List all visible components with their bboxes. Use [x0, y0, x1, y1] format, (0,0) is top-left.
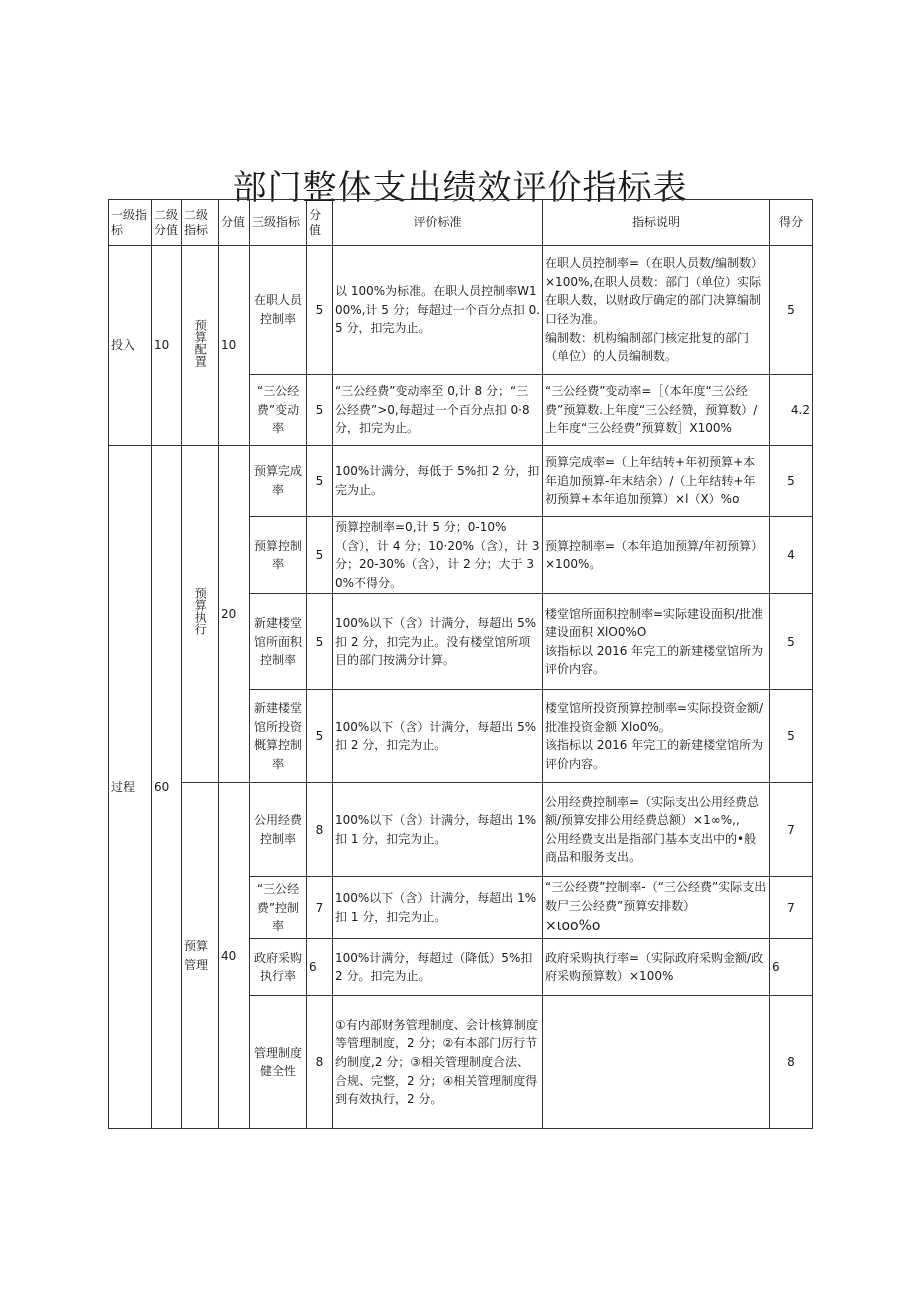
- row-points: 5: [307, 594, 333, 690]
- row-name: 管理制度健全性: [250, 996, 307, 1129]
- row-standard: 100%计满分，每低于 5%扣 2 分，扣完为止。: [333, 446, 543, 517]
- row-explanation: [543, 446, 770, 517]
- row-standard: 100%以下（含）计满分，每超出 5%扣 2 分，扣完为止。: [333, 690, 543, 783]
- header-score: 得分: [770, 200, 813, 246]
- row-standard: 100%以下（含）计满分，每超出 1%扣 1 分，扣完为止。: [333, 783, 543, 877]
- indicator-table: [108, 199, 813, 1129]
- level2-budget-management-score: 40: [219, 783, 250, 1129]
- explanation-line: “三公经费”变动率=［（本年度“三公经费”预算数.上年度“三公经赞，预算数）/上年度“三公经费”预算数］X100%: [545, 384, 758, 436]
- table-row: [109, 783, 813, 877]
- level2-budget-allocation-score: 10: [219, 246, 250, 446]
- row-explanation: [543, 517, 770, 594]
- row-score: 5: [770, 594, 813, 690]
- header-level3-score: 分值: [307, 200, 333, 246]
- level1-input-score: 10: [152, 246, 182, 446]
- row-standard: 100%以下（含）计满分，每超出 5%扣 2 分，扣完为止。没有楼堂馆所项目的部门按满分计算。: [333, 594, 543, 690]
- explanation-line: “三公经费”控制率-（“三公经费”实际支出数尸三公经费”预算安排数）: [545, 880, 767, 913]
- row-explanation: [543, 783, 770, 877]
- row-score: 4.2: [770, 375, 813, 446]
- explanation-line: 编制数：机构编制部门核定批复的部门（单位）的人员编制数。: [545, 330, 750, 364]
- row-name: “三公经费”控制率: [250, 877, 307, 939]
- page-title: 部门整体支出绩效评价指标表: [232, 168, 688, 208]
- row-name: 预算完成率: [250, 446, 307, 517]
- row-name: 预算控制率: [250, 517, 307, 594]
- row-standard: 以 100%为标准。在职人员控制率W100%,计 5 分；每超过一个百分点扣 0.5 分，扣完为止。: [333, 246, 543, 375]
- header-level3: 三级指标: [250, 200, 307, 246]
- header-level1: 一级指标: [109, 200, 152, 246]
- explanation-line: 公用经费支出是指部门基本支出中的•般商品和服务支出。: [545, 831, 757, 865]
- row-score: 7: [770, 783, 813, 877]
- level2-budget-allocation: 预算配置: [182, 246, 219, 446]
- row-name: 政府采购执行率: [250, 939, 307, 996]
- row-name: 公用经费控制率: [250, 783, 307, 877]
- row-standard: 预算控制率=0,计 5 分；0-10%（含），计 4 分；10·20%（含），计 3 分；20-30%（含），计 2 分；大于 30%不得分。: [333, 517, 543, 594]
- row-explanation: [543, 996, 770, 1129]
- explanation-line: 预算完成率=（上年结转+年初预算+本年追加预算-年末结余）/（上年结转+年初预算+本年追加预算）×l（X）%o: [545, 455, 756, 507]
- row-explanation: [543, 939, 770, 996]
- row-name: 新建楼堂馆所投资概算控制率: [250, 690, 307, 783]
- row-score: 7: [770, 877, 813, 939]
- row-score: 5: [770, 246, 813, 375]
- row-score: 5: [770, 690, 813, 783]
- header-level2: 二级指标: [182, 200, 219, 246]
- explanation-line: 该指标以 2016 年完工的新建楼堂馆所为评价内容。: [545, 643, 764, 677]
- header-row: [109, 200, 813, 246]
- row-name: 在职人员控制率: [250, 246, 307, 375]
- row-name: “三公经费”变动率: [250, 375, 307, 446]
- row-score: 4: [770, 517, 813, 594]
- row-points: 5: [307, 517, 333, 594]
- level1-process-score: 60: [152, 446, 182, 1129]
- row-explanation: [543, 246, 770, 375]
- explanation-line: 该指标以 2016 年完工的新建楼堂馆所为评价内容。: [545, 738, 764, 771]
- header-level1-score: 二级分值: [152, 200, 182, 246]
- row-score: 5: [770, 446, 813, 517]
- row-explanation: [543, 877, 770, 939]
- level2-budget-execution: 预算执行: [182, 446, 219, 783]
- explanation-line: 楼堂馆所面积控制率=实际建设面积/批准建设面积 XlO0%O: [545, 606, 764, 640]
- header-standard: 评价标准: [333, 200, 543, 246]
- row-points: 7: [307, 877, 333, 939]
- row-score: 6: [770, 939, 813, 996]
- level1-input: 投入: [109, 246, 152, 446]
- row-standard: 100%以下（含）计满分，每超出 1%扣 1 分，扣完为止。: [333, 877, 543, 939]
- row-points: 8: [307, 783, 333, 877]
- row-explanation: [543, 690, 770, 783]
- table-row: [109, 446, 813, 517]
- explanation-line: ×ιoo%o: [545, 917, 601, 934]
- explanation-line: 公用经费控制率=（实际支出公用经费总额/预算安排公用经费总额）×1∞%,,: [545, 794, 760, 828]
- row-points: 5: [307, 375, 333, 446]
- header-level2-score: 分值: [219, 200, 250, 246]
- header-explanation: 指标说明: [543, 200, 770, 246]
- row-explanation: [543, 375, 770, 446]
- row-name: 新建楼堂馆所面积控制率: [250, 594, 307, 690]
- explanation-line: 楼堂馆所投资预算控制率=实际投资金额/批准投资金额 Xlo0%。: [545, 701, 764, 734]
- row-points: 6: [307, 939, 333, 996]
- explanation-line: 预算控制率=（本年追加预算/年初预算）×100%。: [545, 538, 764, 572]
- row-standard: ①有内部财务管理制度、会计核算制度等管理制度，2 分；②有本部门厉行节约制度,2 分；③相关管理制度合法、合规、完整，2 分；④相关管理制度得到有效执行，2 分。: [333, 996, 543, 1129]
- row-explanation: [543, 594, 770, 690]
- table-row: [109, 246, 813, 375]
- row-score: 8: [770, 996, 813, 1129]
- row-standard: “三公经费”变动率至 0,计 8 分；“三公经费”>0,每超过一个百分点扣 0·8 分，扣完为止。: [333, 375, 543, 446]
- level1-process: 过程: [109, 446, 152, 1129]
- row-points: 5: [307, 246, 333, 375]
- explanation-line: 政府采购执行率=（实际政府采购金额/政府采购预算数）×100%: [545, 950, 764, 984]
- level2-budget-execution-score: 20: [219, 446, 250, 783]
- row-points: 5: [307, 690, 333, 783]
- row-points: 5: [307, 446, 333, 517]
- level2-budget-management: 预算管理: [182, 783, 219, 1129]
- explanation-line: 在职人员控制率=（在职人员数/编制数）×100%,在职人员数：部门（单位）实际在职人数，以财政厅确定的部门决算编制口径为准。: [545, 256, 764, 326]
- row-standard: 100%计满分，每超过（降低）5%扣 2 分。扣完为止。: [333, 939, 543, 996]
- row-points: 8: [307, 996, 333, 1129]
